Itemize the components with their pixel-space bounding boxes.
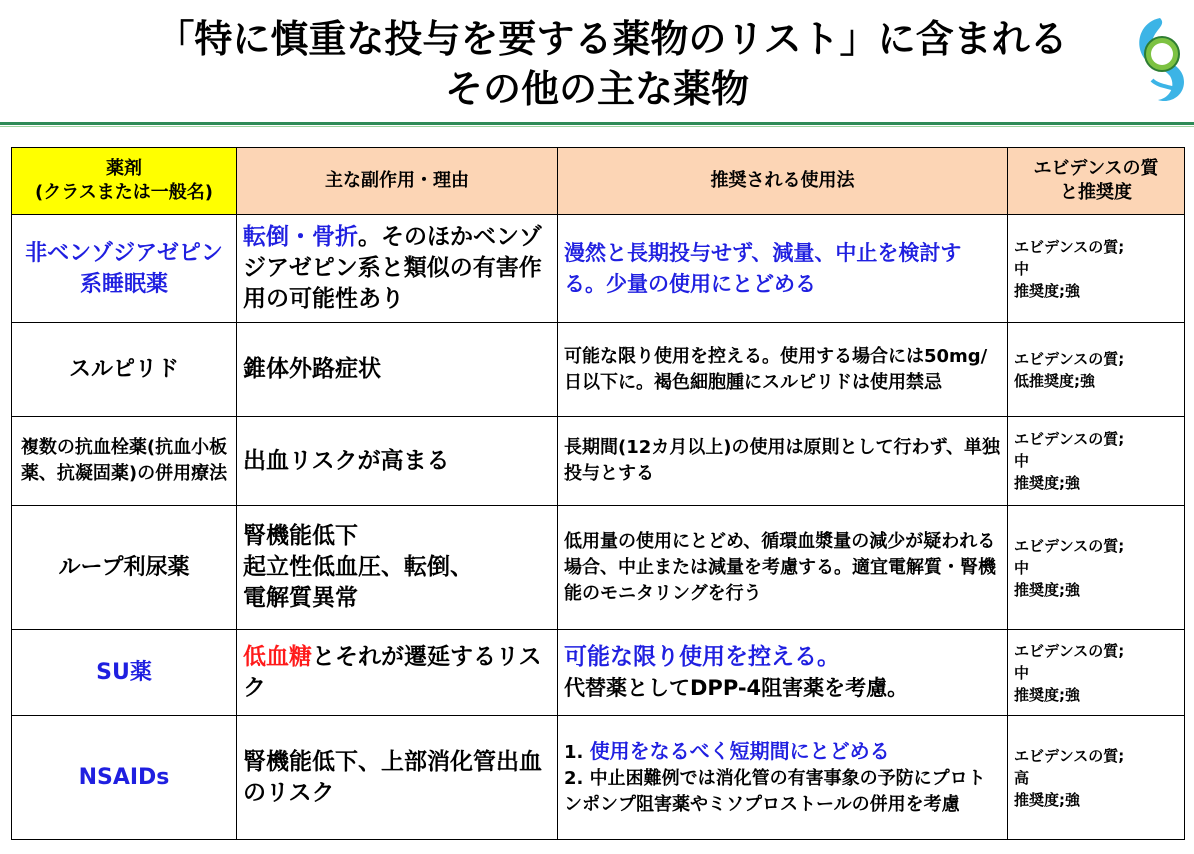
usage: 低用量の使用にとどめ、循環血漿量の減少が疑われる場合、中止または減量を考慮する。適宜電解質・腎機能のモニタリングを行う: [558, 506, 1008, 630]
drug-name: 非ベンゾジアゼピン系睡眠薬: [12, 215, 237, 323]
usage: 1. 使用をなるべく短期間にとどめる 2. 中止困難例では消化管の有害事象の予防にプロトンポンプ阻害薬やミソプロストールの併用を考慮: [558, 716, 1008, 840]
evidence: エビデンスの質; 中 推奨度;強: [1008, 506, 1185, 630]
side-effect: 転倒・骨折。そのほかベンゾジアゼピン系と類似の有害作用の可能性あり: [237, 215, 558, 323]
table-row: [12, 630, 1185, 716]
header-drug: 薬剤 (クラスまたは一般名): [12, 148, 237, 215]
drug-name: 複数の抗血栓薬(抗血小板薬、抗凝固薬)の併用療法: [12, 417, 237, 506]
header-evidence: エビデンスの質 と推奨度: [1008, 148, 1185, 215]
table-row: [12, 323, 1185, 417]
evidence: エビデンスの質; 低推奨度;強: [1008, 323, 1185, 417]
usage: 漫然と長期投与せず、減量、中止を検討する。少量の使用にとどめる: [558, 215, 1008, 323]
title-divider-light: [0, 126, 1194, 127]
table-row: [12, 417, 1185, 506]
side-effect: 低血糖とそれが遷延するリスク: [237, 630, 558, 716]
side-effect: 腎機能低下 起立性低血圧、転倒、 電解質異常: [237, 506, 558, 630]
title-divider: [0, 122, 1194, 125]
evidence: エビデンスの質; 中 推奨度;強: [1008, 417, 1185, 506]
usage: 長期間(12カ月以上)の使用は原則として行わず、単独投与とする: [558, 417, 1008, 506]
evidence: エビデンスの質; 中 推奨度;強: [1008, 215, 1185, 323]
table-header-row: [12, 148, 1185, 215]
evidence: エビデンスの質; 中 推奨度;強: [1008, 630, 1185, 716]
table-row: [12, 215, 1185, 323]
drug-name: スルピリド: [12, 323, 237, 417]
side-effect: 腎機能低下、上部消化管出血のリスク: [237, 716, 558, 840]
page-title: [0, 14, 1194, 114]
table-row: [12, 506, 1185, 630]
drug-name: NSAIDs: [12, 716, 237, 840]
usage: 可能な限り使用を控える。使用する場合には50mg/日以下に。褐色細胞腫にスルピリドは使用禁忌: [558, 323, 1008, 417]
drug-name: ループ利尿薬: [12, 506, 237, 630]
drug-name: SU薬: [12, 630, 237, 716]
side-effect: 出血リスクが高まる: [237, 417, 558, 506]
header-usage: 推奨される使用法: [558, 148, 1008, 215]
usage: 可能な限り使用を控える。 代替薬としてDPP-4阻害薬を考慮。: [558, 630, 1008, 716]
title-line-2: その他の主な薬物: [444, 67, 749, 111]
table-row: [12, 716, 1185, 840]
side-effect: 錐体外路症状: [237, 323, 558, 417]
header-effect: 主な副作用・理由: [237, 148, 558, 215]
society-emblem-icon: [1130, 14, 1188, 106]
title-line-1: 「特に慎重な投与を要する薬物のリスト」に含まれる: [156, 17, 1068, 61]
drug-table: [11, 147, 1185, 840]
evidence: エビデンスの質; 高 推奨度;強: [1008, 716, 1185, 840]
